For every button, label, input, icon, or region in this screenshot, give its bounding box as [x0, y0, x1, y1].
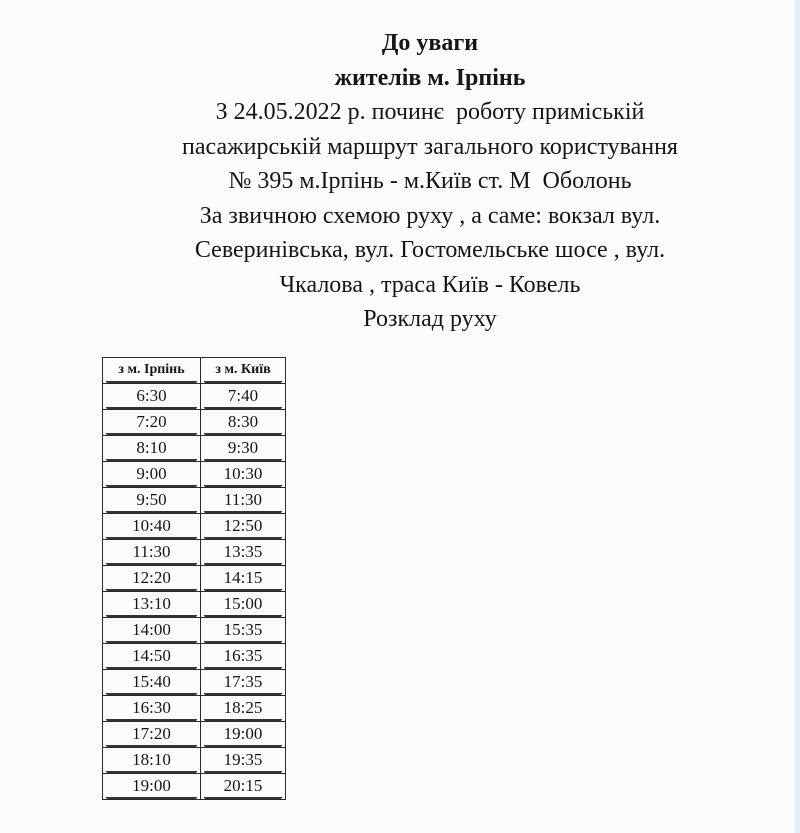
table-row [103, 540, 286, 566]
notice-title-line-2: жителів м. Ірпінь [334, 64, 526, 91]
departure-kyiv-cell: 13:35 [201, 540, 286, 566]
departure-kyiv-cell: 19:35 [201, 748, 286, 774]
header-from-irpin: з м. Ірпінь [103, 358, 201, 384]
table-row [103, 514, 286, 540]
departure-kyiv-cell: 19:00 [201, 722, 286, 748]
departure-kyiv-cell: 16:35 [201, 644, 286, 670]
notice-body-line: Северинівська, вул. Гостомельське шосе , вул. [194, 237, 666, 263]
departure-irpin-cell: 8:10 [103, 436, 201, 462]
table-row [103, 618, 286, 644]
notice-title-line-1: До уваги [381, 30, 479, 56]
departure-irpin-cell: 13:10 [103, 592, 201, 618]
departure-irpin-cell: 7:20 [103, 410, 201, 436]
table-row [103, 462, 286, 488]
departure-kyiv-cell: 11:30 [201, 488, 286, 514]
departure-kyiv-cell: 8:30 [201, 410, 286, 436]
notice-body-line: З 24.05.2022 р. починє роботу приміській [215, 99, 645, 125]
departure-kyiv-cell: 17:35 [201, 670, 286, 696]
departure-irpin-cell: 14:50 [103, 644, 201, 670]
departure-kyiv-cell: 15:35 [201, 618, 286, 644]
table-row [103, 696, 286, 722]
departure-irpin-cell: 6:30 [103, 384, 201, 410]
notice-route-line: № 395 м.Ірпінь - м.Київ ст. М Оболонь [228, 168, 632, 194]
table-row [103, 774, 286, 800]
table-row [103, 384, 286, 410]
table-row [103, 410, 286, 436]
schedule-heading: Розклад руху [363, 306, 497, 332]
notice-body-line: пасажирській маршрут загального користування [182, 133, 678, 160]
table-row [103, 748, 286, 774]
schedule-table [102, 357, 286, 800]
departure-irpin-cell: 18:10 [103, 748, 201, 774]
departure-kyiv-cell: 20:15 [201, 774, 286, 800]
departure-kyiv-cell: 18:25 [201, 696, 286, 722]
departure-irpin-cell: 19:00 [103, 774, 201, 800]
schedule-header-row [103, 358, 286, 384]
table-row [103, 592, 286, 618]
departure-irpin-cell: 9:50 [103, 488, 201, 514]
table-row [103, 722, 286, 748]
departure-kyiv-cell: 7:40 [201, 384, 286, 410]
table-row [103, 644, 286, 670]
departure-irpin-cell: 16:30 [103, 696, 201, 722]
table-row [103, 566, 286, 592]
notice-text [60, 26, 800, 337]
departure-irpin-cell: 12:20 [103, 566, 201, 592]
notice-body-line: За звичною схемою руху , а саме: вокзал вул. [199, 202, 661, 229]
departure-irpin-cell: 11:30 [103, 540, 201, 566]
header-from-kyiv: з м. Київ [201, 358, 286, 384]
table-row [103, 436, 286, 462]
departure-irpin-cell: 14:00 [103, 618, 201, 644]
notice-body-line: Чкалова , траса Київ - Ковель [279, 271, 581, 298]
table-row [103, 488, 286, 514]
departure-kyiv-cell: 15:00 [201, 592, 286, 618]
departure-irpin-cell: 9:00 [103, 462, 201, 488]
departure-kyiv-cell: 10:30 [201, 462, 286, 488]
departure-irpin-cell: 17:20 [103, 722, 201, 748]
departure-irpin-cell: 10:40 [103, 514, 201, 540]
departure-kyiv-cell: 12:50 [201, 514, 286, 540]
departure-kyiv-cell: 14:15 [201, 566, 286, 592]
departure-kyiv-cell: 9:30 [201, 436, 286, 462]
table-row [103, 670, 286, 696]
departure-irpin-cell: 15:40 [103, 670, 201, 696]
